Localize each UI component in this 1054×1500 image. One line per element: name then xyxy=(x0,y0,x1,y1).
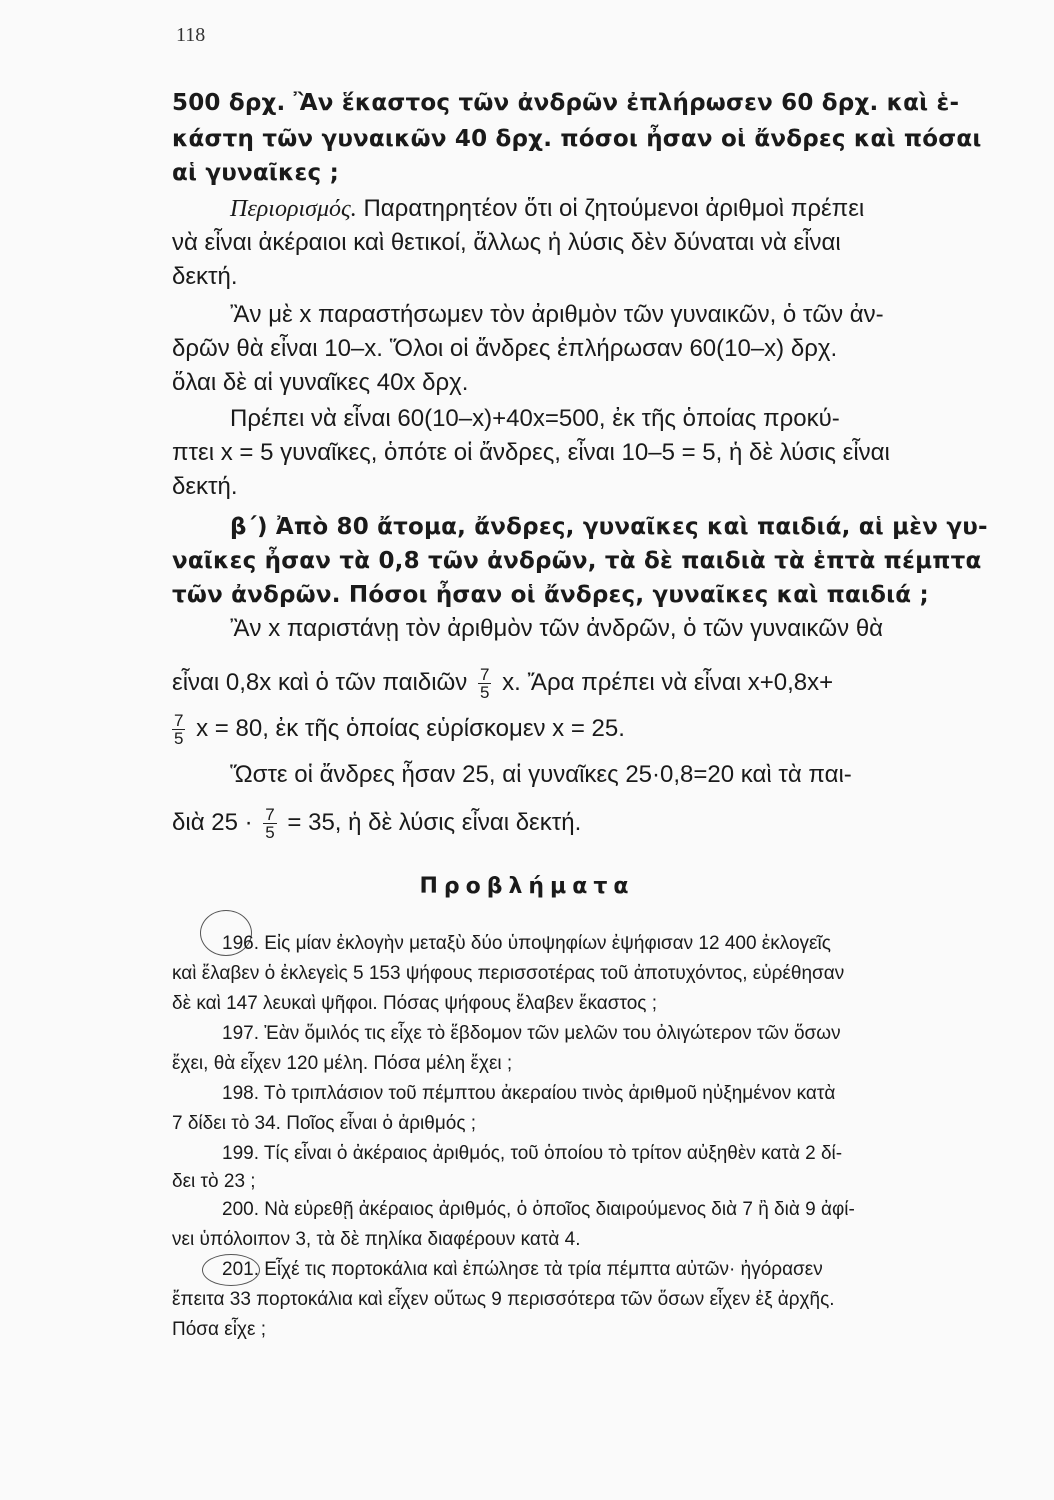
text-line: καὶ ἔλαβεν ὁ ἐκλεγεὶς 5 153 ψήφους περισσοτέρας τοῦ ἀποτυχόντος, εὑρέθησαν xyxy=(172,963,845,984)
text-span: διὰ 25 · xyxy=(172,808,253,836)
fraction-denominator: 5 xyxy=(479,683,490,702)
fraction-numerator: 7 xyxy=(265,805,275,824)
text-line xyxy=(172,712,1004,747)
text-span: εἶναι 0,8x καὶ ὁ τῶν παιδιῶν xyxy=(172,668,468,696)
text-line: πτει x = 5 γυναῖκες, ὁπότε οἱ ἄνδρες, εἶναι 10–5 = 5, ἡ δὲ λύσις εἶναι xyxy=(172,439,890,466)
problem-200: 200. Νὰ εὑρεθῇ ἀκέραιος ἀριθμός, ὁ ὁποῖος διαιρούμενος διὰ 7 ἢ διὰ 9 ἀφί- xyxy=(222,1199,855,1220)
text-line: Ἂν μὲ x παραστήσωμεν τὸν ἀριθμὸν τῶν γυναικῶν, ὁ τῶν ἀν- xyxy=(230,301,884,328)
text-line: 500 δρχ. Ἂν ἕκαστος τῶν ἀνδρῶν ἐπλήρωσεν 60 δρχ. καὶ ἑ- xyxy=(172,90,960,116)
problem-198: 198. Τὸ τριπλάσιον τοῦ πέμπτου ἀκεραίου τινὸς ἀριθμοῦ ηὐξημένον κατὰ xyxy=(222,1083,836,1104)
text-line: αἱ γυναῖκες ; xyxy=(172,160,339,186)
fraction-numerator: 7 xyxy=(174,711,184,730)
text-span: x = 80, ἐκ τῆς ὁποίας εὑρίσκομεν x = 25. xyxy=(196,714,625,742)
text-line: δεκτή. xyxy=(172,263,238,290)
section-heading-problems: Προβλήματα xyxy=(419,874,635,899)
problem-196: 196. Εἰς μίαν ἐκλογὴν μεταξὺ δύο ὑποψηφίων ἐψήφισαν 12 400 ἐκλογεῖς xyxy=(222,933,831,954)
text-line: δει τὸ 23 ; xyxy=(172,1171,256,1192)
text-line: δεκτή. xyxy=(172,473,238,500)
problem-199: 199. Τίς εἶναι ὁ ἀκέραιος ἀριθμός, τοῦ ὁποίου τὸ τρίτον αὐξηθὲν κατὰ 2 δί- xyxy=(222,1143,843,1164)
text-line xyxy=(172,580,1004,610)
problem-201: 201. Εἶχέ τις πορτοκάλια καὶ ἐπώλησε τὰ τρία πέμπτα αὐτῶν· ἠγόρασεν xyxy=(222,1259,823,1280)
text-line xyxy=(230,194,1004,224)
text-span: τῶν ἀνδρῶν. xyxy=(172,582,341,608)
page-number: 118 xyxy=(176,24,206,46)
text-line: Ὥστε οἱ ἄνδρες ἦσαν 25, αἱ γυναῖκες 25·0,8=20 καὶ τὰ παι- xyxy=(230,761,852,788)
subheading-periorismos: Περιορισμός. xyxy=(230,196,357,222)
text-line: ἔχει, θὰ εἶχεν 120 μέλη. Πόσα μέλη ἔχει ; xyxy=(172,1053,513,1074)
text-line: 7 δίδει τὸ 34. Ποῖος εἶναι ὁ ἀριθμός ; xyxy=(172,1113,477,1134)
text-line: ναῖκες ἦσαν τὰ 0,8 τῶν ἀνδρῶν, τὰ δὲ παιδιὰ τὰ ἑπτὰ πέμπτα xyxy=(172,548,982,574)
text-line: β΄) Ἀπὸ 80 ἄτομα, ἄνδρες, γυναῖκες καὶ παιδιά, αἱ μὲν γυ- xyxy=(230,514,988,540)
text-line: Ἂν x παριστάνῃ τὸν ἀριθμὸν τῶν ἀνδρῶν, ὁ τῶν γυναικῶν θὰ xyxy=(230,615,884,642)
problem-197: 197. Ἐὰν ὅμιλός τις εἶχε τὸ ἕβδομον τῶν μελῶν του ὀλιγώτερον τῶν ὅσων xyxy=(222,1023,841,1044)
fraction-seven-fifths xyxy=(478,666,491,701)
text-line: κάστη τῶν γυναικῶν 40 δρχ. πόσοι ἦσαν οἱ ἄνδρες καὶ πόσαι xyxy=(172,126,982,152)
fraction-numerator: 7 xyxy=(479,665,490,684)
text-line: ἔπειτα 33 πορτοκάλια καὶ εἶχεν οὕτως 9 περισσότερα τῶν ὅσων εἶχεν ἐξ ἀρχῆς. xyxy=(172,1289,835,1310)
text-line: Πρέπει νὰ εἶναι 60(10–x)+40x=500, ἐκ τῆς ὁποίας προκύ- xyxy=(230,405,840,432)
fraction-seven-fifths xyxy=(263,806,276,841)
fraction-seven-fifths xyxy=(172,712,185,747)
fraction-denominator: 5 xyxy=(265,823,275,842)
text-line: ὅλαι δὲ αἱ γυναῖκες 40x δρχ. xyxy=(172,369,469,396)
text-line: νει ὑπόλοιπον 3, τὰ δὲ πηλίκα διαφέρουν κατὰ 4. xyxy=(172,1229,581,1250)
text-line xyxy=(172,806,1004,841)
text-span: Παρατηρητέον ὅτι οἱ ζητούμενοι ἀριθμοὶ πρέπει xyxy=(356,195,865,222)
text-line: νὰ εἶναι ἀκέραιοι καὶ θετικοί, ἄλλως ἡ λύσις δὲν δύναται νὰ εἶναι xyxy=(172,229,841,256)
fraction-denominator: 5 xyxy=(174,729,184,748)
text-line xyxy=(172,666,1004,701)
question-text: Πόσοι ἦσαν οἱ ἄνδρες, γυναῖκες καὶ παιδιά ; xyxy=(340,582,929,608)
text-line: δρῶν θὰ εἶναι 10–x. Ὅλοι οἱ ἄνδρες ἐπλήρωσαν 60(10–x) δρχ. xyxy=(172,335,838,362)
text-line: Πόσα εἶχε ; xyxy=(172,1319,266,1340)
text-span: = 35, ἡ δὲ λύσις εἶναι δεκτή. xyxy=(287,808,582,836)
text-line: δὲ καὶ 147 λευκαὶ ψῆφοι. Πόσας ψήφους ἔλαβεν ἕκαστος ; xyxy=(172,993,658,1014)
text-span: x. Ἄρα πρέπει νὰ εἶναι x+0,8x+ xyxy=(502,668,834,696)
